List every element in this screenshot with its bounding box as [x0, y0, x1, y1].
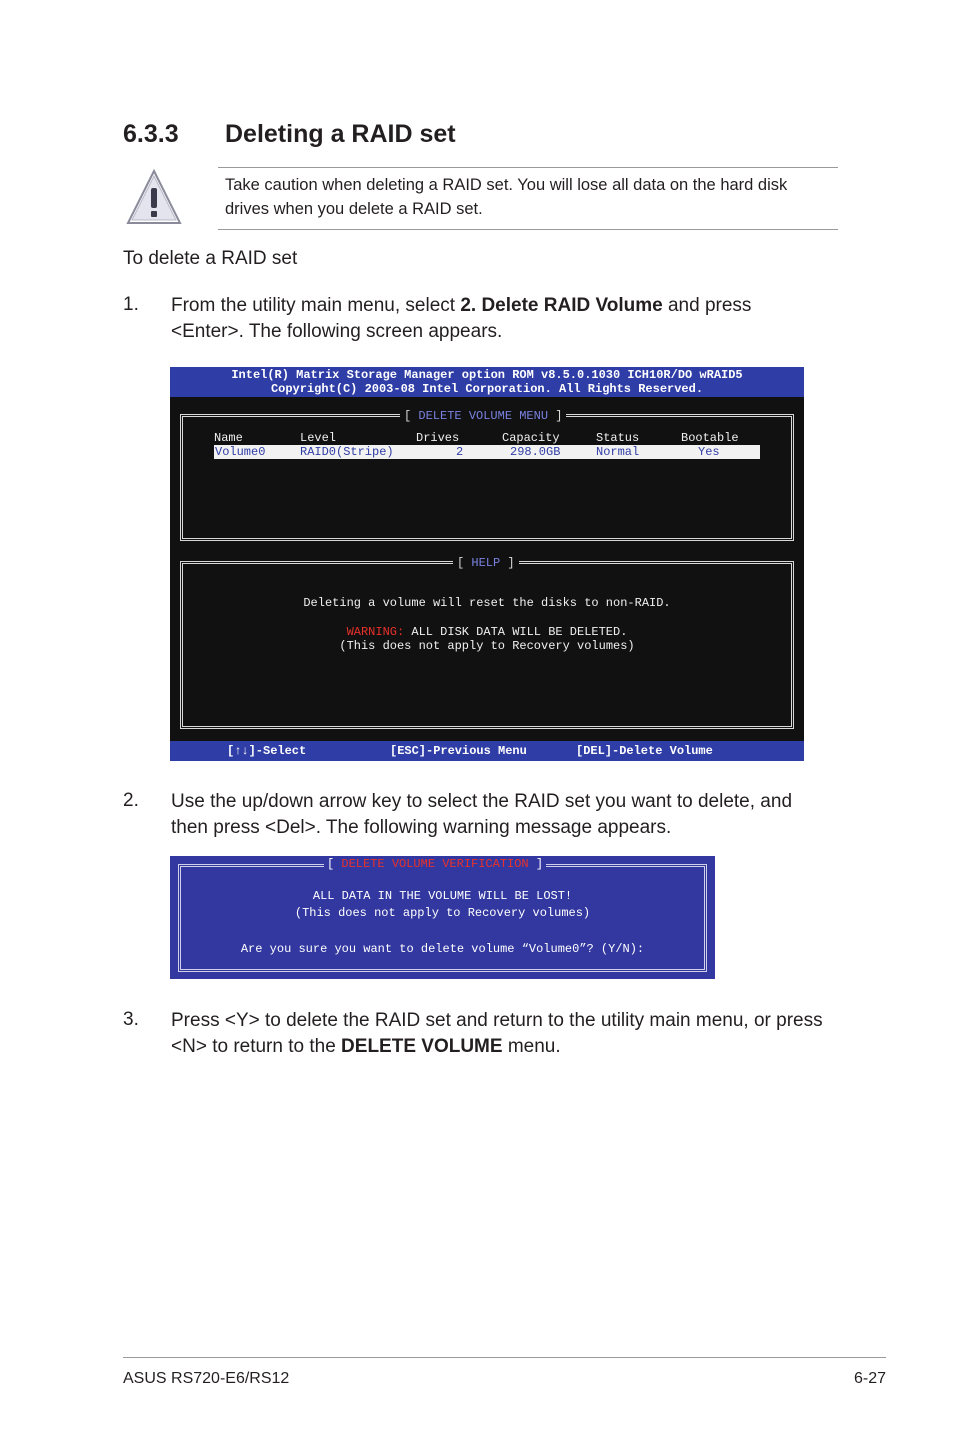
step-1-pre: From the utility main menu, select	[171, 295, 461, 316]
step-1-menu-item: 2. Delete RAID Volume	[460, 295, 663, 316]
screen-header	[170, 367, 804, 397]
footer-esc-hint: [ESC]-Previous Menu	[390, 744, 527, 758]
step-2-line-1: Use the up/down arrow key to select the RAID set you want to delete, and	[171, 791, 793, 812]
delete-volume-verification-dialog	[170, 856, 715, 979]
caution-text	[225, 173, 825, 221]
volume-status: Normal	[596, 445, 640, 459]
warning-text: ALL DISK DATA WILL BE DELETED.	[404, 625, 628, 639]
step-1-line-2: <Enter>. The following screen appears.	[171, 321, 503, 342]
caution-line-1: Take caution when deleting a RAID set. You will lose all data on the hard disk	[225, 176, 788, 194]
step-3-line-1: Press <Y> to delete the RAID set and return to the utility main menu, or press	[171, 1010, 823, 1031]
verification-title	[324, 857, 546, 871]
col-level: Level	[300, 431, 337, 445]
help-title-open: [	[457, 556, 472, 570]
warning-label: WARNING:	[346, 625, 405, 639]
section-number: 6.3.3	[123, 120, 179, 148]
step-3-line-2	[171, 1034, 871, 1060]
col-status: Status	[596, 431, 640, 445]
volume-row-selected[interactable]	[214, 445, 760, 459]
volume-drives: 2	[456, 445, 464, 459]
volume-bootable: Yes	[698, 445, 720, 459]
step-3-pre: <N> to return to the	[171, 1036, 342, 1057]
volume-table-header	[214, 431, 760, 445]
help-warning-line	[170, 625, 804, 639]
data-loss-warning: ALL DATA IN THE VOLUME WILL BE LOST!	[312, 889, 573, 903]
verification-title-close: ]	[528, 857, 544, 871]
menu-title-open: [	[404, 409, 419, 423]
step-3-number: 3.	[123, 1009, 139, 1030]
step-1-post: and press	[662, 295, 752, 316]
delete-volume-menu-title	[400, 409, 566, 423]
section-title: Deleting a RAID set	[225, 120, 456, 148]
step-1-line-1	[171, 293, 851, 319]
step-2-line-2: then press <Del>. The following warning message appears.	[171, 817, 672, 838]
help-line-3: (This does not apply to Recovery volumes)	[339, 639, 635, 653]
help-title-text: HELP	[471, 556, 501, 570]
verification-title-text: DELETE VOLUME VERIFICATION	[341, 857, 529, 871]
step-1-number: 1.	[123, 294, 139, 315]
caution-line-2: drives when you delete a RAID set.	[225, 200, 483, 218]
col-bootable: Bootable	[681, 431, 739, 445]
help-title-close: ]	[500, 556, 515, 570]
caution-bottom-rule	[218, 229, 838, 230]
warning-triangle-icon	[125, 168, 183, 226]
footer-product-name: ASUS RS720-E6/RS12	[123, 1370, 290, 1387]
delete-volume-menu-screen	[170, 367, 804, 761]
step-2-text	[171, 789, 851, 841]
volume-level: RAID0(Stripe)	[300, 445, 394, 459]
col-capacity: Capacity	[502, 431, 560, 445]
footer-page-number: 6-27	[853, 1370, 886, 1387]
header-line-1: Intel(R) Matrix Storage Manager option ROM v8.5.0.1030 ICH10R/DO wRAID5	[231, 368, 743, 382]
recovery-note: (This does not apply to Recovery volumes)	[294, 906, 591, 920]
verification-title-open: [	[327, 857, 342, 871]
col-drives: Drives	[416, 431, 460, 445]
volume-capacity: 298.0GB	[510, 445, 561, 459]
help-title	[453, 556, 519, 570]
intro-text: To delete a RAID set	[123, 248, 298, 269]
menu-title-text: DELETE VOLUME MENU	[418, 409, 549, 423]
menu-title-close: ]	[548, 409, 563, 423]
caution-top-rule	[218, 167, 838, 168]
step-3-text	[171, 1008, 871, 1060]
help-line-1: Deleting a volume will reset the disks to non-RAID.	[303, 596, 671, 610]
footer-rule	[123, 1357, 886, 1358]
header-line-2: Copyright(C) 2003-08 Intel Corporation. All Rights Reserved.	[270, 382, 704, 396]
confirm-prompt[interactable]: Are you sure you want to delete volume “Volume0”? (Y/N):	[240, 942, 645, 956]
volume-name: Volume0	[215, 445, 266, 459]
step-2-number: 2.	[123, 790, 139, 811]
screen-footer-bar	[170, 741, 804, 761]
step-1-text	[171, 293, 851, 345]
step-3-menu-name: DELETE VOLUME	[341, 1036, 503, 1057]
footer-del-hint: [DEL]-Delete Volume	[576, 744, 713, 758]
step-3-post: menu.	[502, 1036, 561, 1057]
footer-select-hint: [↑↓]-Select	[227, 744, 307, 758]
col-name: Name	[214, 431, 243, 445]
